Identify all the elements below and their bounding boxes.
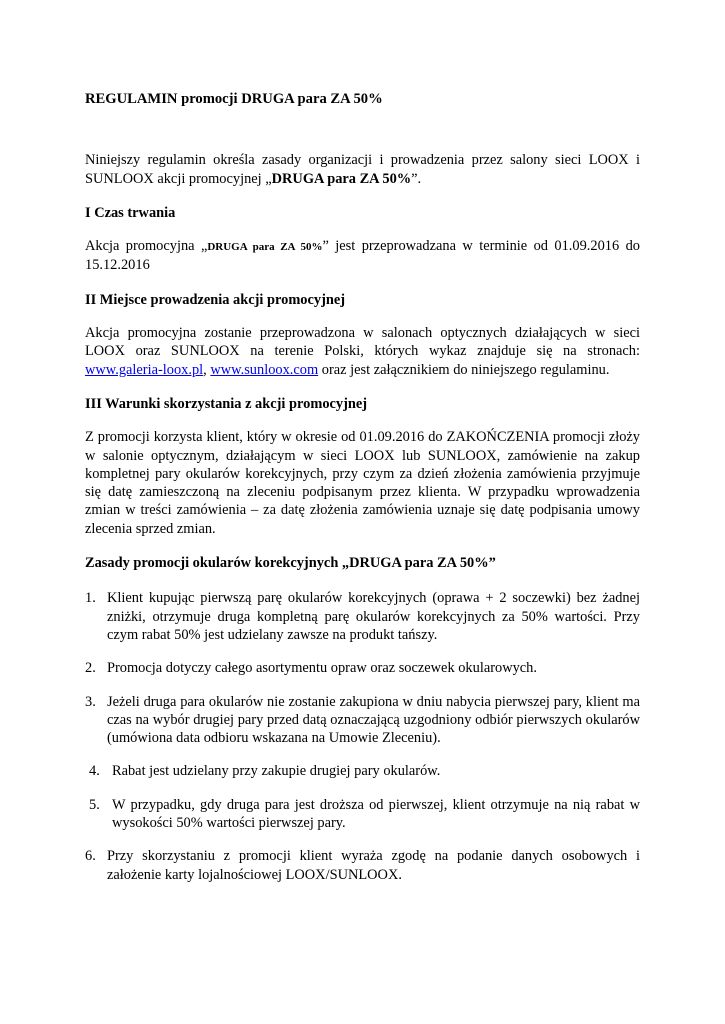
list-item [85,796,640,833]
list-item-text: Jeżeli druga para okularów nie zostanie zakupiona w dniu nabycia pierwszej pary, klient ma czas na wybór drugiej pary przed datą oznaczającą uzgodniony odbiór pierwszych okularów (umówiona data odbioru wskazana na Umowie Zleceniu). [107,693,640,747]
list-item-number: 3. [85,693,96,710]
link-separator: , [203,361,211,378]
list-item [85,762,640,780]
list-item-text: W przypadku, gdy druga para jest droższa od pierwszej, klient otrzymuje na nią rabat w wysokości 50% wartości pierwszej pary. [112,796,640,832]
list-item-number: 4. [89,763,100,780]
duration-text-before: Akcja promocyjna „ [85,238,208,255]
intro-text: Niniejszy regulamin określa zasady organizacji i prowadzenia przez salony sieci LOOX i SUNLOOX akcji promocyjnej „ [85,152,640,187]
location-text: Akcja promocyjna zostanie przeprowadzona w salonach optycznych działających w sieci LOOX oraz SUNLOOX na terenie Polski, których wykaz znajduje się na stronach: [85,325,640,360]
list-item-number: 1. [85,590,96,607]
location-text-end: oraz jest załącznikiem do niniejszego regulaminu. [318,361,610,378]
sunloox-link[interactable]: www.sunloox.com [210,361,319,378]
document-page [85,90,640,899]
section-heading-conditions: III Warunki skorzystania z akcji promocyjnej [85,395,368,412]
location-paragraph [85,324,640,379]
list-item [85,659,640,677]
galeria-loox-link[interactable]: www.galeria-loox.pl [85,361,204,378]
intro-end: ”. [411,170,422,187]
list-item [85,847,640,884]
duration-promo-name: DRUGA para ZA 50% [207,241,323,254]
intro-promo-name: DRUGA para ZA 50% [271,170,412,187]
document-title: REGULAMIN promocji DRUGA para ZA 50% [85,91,383,107]
list-item-text: Przy skorzystaniu z promocji klient wyraża zgodę na podanie danych osobowych i założenie karty lojalnościowej LOOX/SUNLOOX. [107,848,640,883]
section-heading-rules: Zasady promocji okularów korekcyjnych „DRUGA para ZA 50%” [85,555,496,572]
list-item-text: Rabat jest udzielany przy zakupie drugiej pary okularów. [112,763,441,780]
list-item-number: 5. [89,796,100,813]
list-item-number: 2. [85,660,96,677]
list-item-number: 6. [85,848,96,865]
list-item-text: Promocja dotyczy całego asortymentu opraw oraz soczewek okularowych. [107,660,537,677]
conditions-paragraph: Z promocji korzysta klient, który w okresie od 01.09.2016 do ZAKOŃCZENIA promocji złoży w salonie optycznym, działającym w sieci LOOX lub SUNLOOX, zamówienie na zakup kompletnej pary okularów korekcyjnych, przy czym za dzień złożenia zamówienia przyjmuje się datę zamieszczoną na zleceniu podpisanym przez klienta. W przypadku wprowadzenia zmian w treści zamówienia – za datę złożenia zamówienia uznaje się datę podpisania umowy zlecenia sprzed zmian. [85,429,640,537]
section-heading-duration: I Czas trwania [85,204,176,221]
rules-list [85,589,640,884]
list-item [85,693,640,748]
list-item [85,589,640,644]
duration-paragraph [85,237,640,275]
section-heading-location: II Miejsce prowadzenia akcji promocyjnej [85,291,346,308]
duration-text-after: ” jest przeprowadzana w terminie od 01.09.2016 do 15.12.2016 [85,238,640,274]
intro-paragraph [85,151,640,188]
list-item-text: Klient kupując pierwszą parę okularów korekcyjnych (oprawa + 2 soczewki) bez żadnej zniżki, otrzymuje druga kompletną parę okularów korekcyjnych za 50% wartości. Przy czym rabat 50% jest udzielany zawsze na produkt tańszy. [107,590,640,643]
